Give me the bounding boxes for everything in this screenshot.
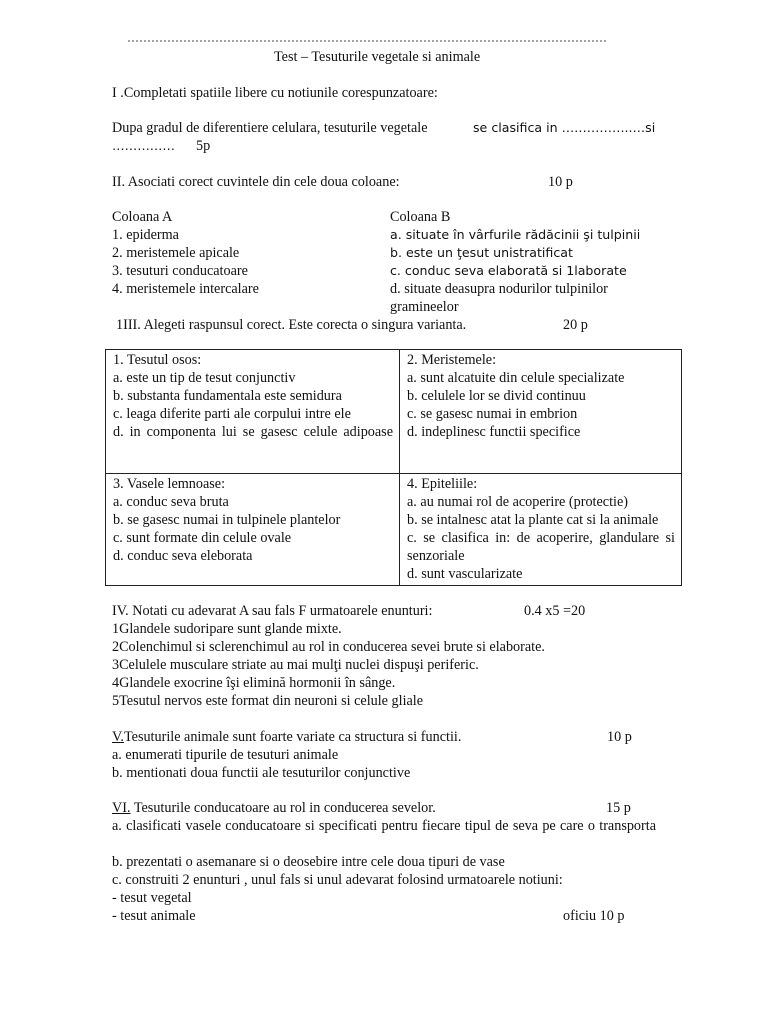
notion-item: - tesut animale [112,908,196,924]
column-b-item: d. situate deasupra nodurilor tulpinilor [390,281,608,297]
question-option: d. in componenta lui se gasesc celule adipoase [113,424,393,440]
section-5-text: Tesuturile animale sunt foarte variate ca structura si functii. [123,729,462,745]
column-a-item: 2. meristemele apicale [112,245,240,261]
statement-item: 1Glandele sudoripare sunt glande mixte. [112,621,342,637]
section-3-heading: 1III. Alegeti raspunsul corect. Este corecta o singura varianta. [116,317,467,333]
section-1-line1-b: se clasifica in ……………..…si [473,120,656,135]
section-4-points: 0.4 x5 =20 [524,603,586,619]
question-option: c. se gasesc numai in embrion [407,406,578,422]
question-option: b. celulele lor se divid continuu [407,388,586,404]
section-4-heading: IV. Notati cu adevarat A sau fals F urmatoarele enunturi: [112,603,433,619]
multiple-choice-table [105,349,682,586]
question-3-title: 3. Vasele lemnoase: [113,476,226,492]
column-b-item-continued: gramineelor [390,299,459,315]
question-3-cell [106,474,400,586]
statement-item: 2Colenchimul si sclerenchimul au rol in conducerea sevei brute si elaborate. [112,639,545,655]
column-b-item: a. situate în vârfurile rădăcinii şi tulpinii [390,227,641,242]
question-option: d. indeplinesc functii specifice [407,424,581,440]
question-option: d. conduc seva eleborata [113,548,253,564]
question-1-cell [106,350,400,474]
section-5-number: V. [112,729,124,745]
column-a-item: 1. epiderma [112,227,179,243]
section-6-points: 15 p [606,800,631,816]
statement-item: 3Celulele musculare striate au mai mulţi nuclei dispuşi periferic. [112,657,479,673]
section-2-points: 10 p [548,174,573,190]
column-a-title: Coloana A [112,209,173,225]
statement-item: 4Glandele exocrine îşi elimină hormonii în sânge. [112,675,396,691]
question-option: c. sunt formate din celule ovale [113,530,292,546]
page-title: Test – Tesuturile vegetale si animale [274,49,481,65]
oficiu-points: oficiu 10 p [563,908,625,924]
question-1-title: 1. Tesutul osos: [113,352,202,368]
question-option: d. sunt vascularizate [407,566,523,582]
question-option: c. se clasifica in: de acoperire, glandulare si senzoriale [407,530,675,564]
question-option: b. se intalnesc atat la plante cat si la animale [407,512,659,528]
column-b-title: Coloana B [390,209,451,225]
question-option: a. este un tip de tesut conjunctiv [113,370,296,386]
section-1-dots: …………… [112,138,175,153]
question-2-cell [400,350,682,474]
section-3-points: 20 p [563,317,588,333]
section-1-points: 5p [196,138,211,154]
section-1-line1-a: Dupa gradul de diferentiere celulara, tesuturile vegetale [112,120,428,136]
task-item-b: b. prezentati o asemanare si o deosebire intre cele doua tipuri de vase [112,854,505,870]
question-4-title: 4. Epiteliile: [407,476,478,492]
question-2-title: 2. Meristemele: [407,352,497,368]
task-item: b. mentionati doua functii ale tesuturilor conjunctive [112,765,411,781]
question-4-cell [400,474,682,586]
question-option: b. se gasesc numai in tulpinele plantelor [113,512,341,528]
column-b-item: b. este un ţesut unistratificat [390,245,573,260]
task-item-c: c. construiti 2 enunturi , unul fals si unul adevarat folosind urmatoarele notiuni: [112,872,563,888]
column-a-item: 4. meristemele intercalare [112,281,259,297]
section-6-heading [112,799,436,817]
statement-item: 5Tesutul nervos este format din neuroni si celule gliale [112,693,424,709]
question-option: b. substanta fundamentala este semidura [113,388,342,404]
column-a-item: 3. tesuturi conducatoare [112,263,248,279]
question-option: a. sunt alcatuite din celule specializate [407,370,625,386]
section-6-text: Tesuturile conducatoare au rol in conducerea sevelor. [130,800,436,816]
section-1-heading: I .Completati spatiile libere cu notiunile corespunzatoare: [112,85,438,101]
question-option: a. au numai rol de acoperire (protectie) [407,494,628,510]
question-option: c. leaga diferite parti ale corpului intre ele [113,406,351,422]
question-option: a. conduc seva bruta [113,494,229,510]
section-5-points: 10 p [607,729,632,745]
section-5-heading [112,728,461,746]
dotted-header-rule [127,40,607,42]
section-6-number: VI. [112,800,131,816]
task-item: a. enumerati tipurile de tesuturi animale [112,747,339,763]
column-b-item: c. conduc seva elaborată si 1laborate [390,263,627,278]
task-item-a: a. clasificati vasele conducatoare si specificati pentru fiecare tipul de seva pe care o transporta [112,818,656,834]
section-2-heading: II. Asociati corect cuvintele din cele doua coloane: [112,174,400,190]
notion-item: - tesut vegetal [112,890,192,906]
